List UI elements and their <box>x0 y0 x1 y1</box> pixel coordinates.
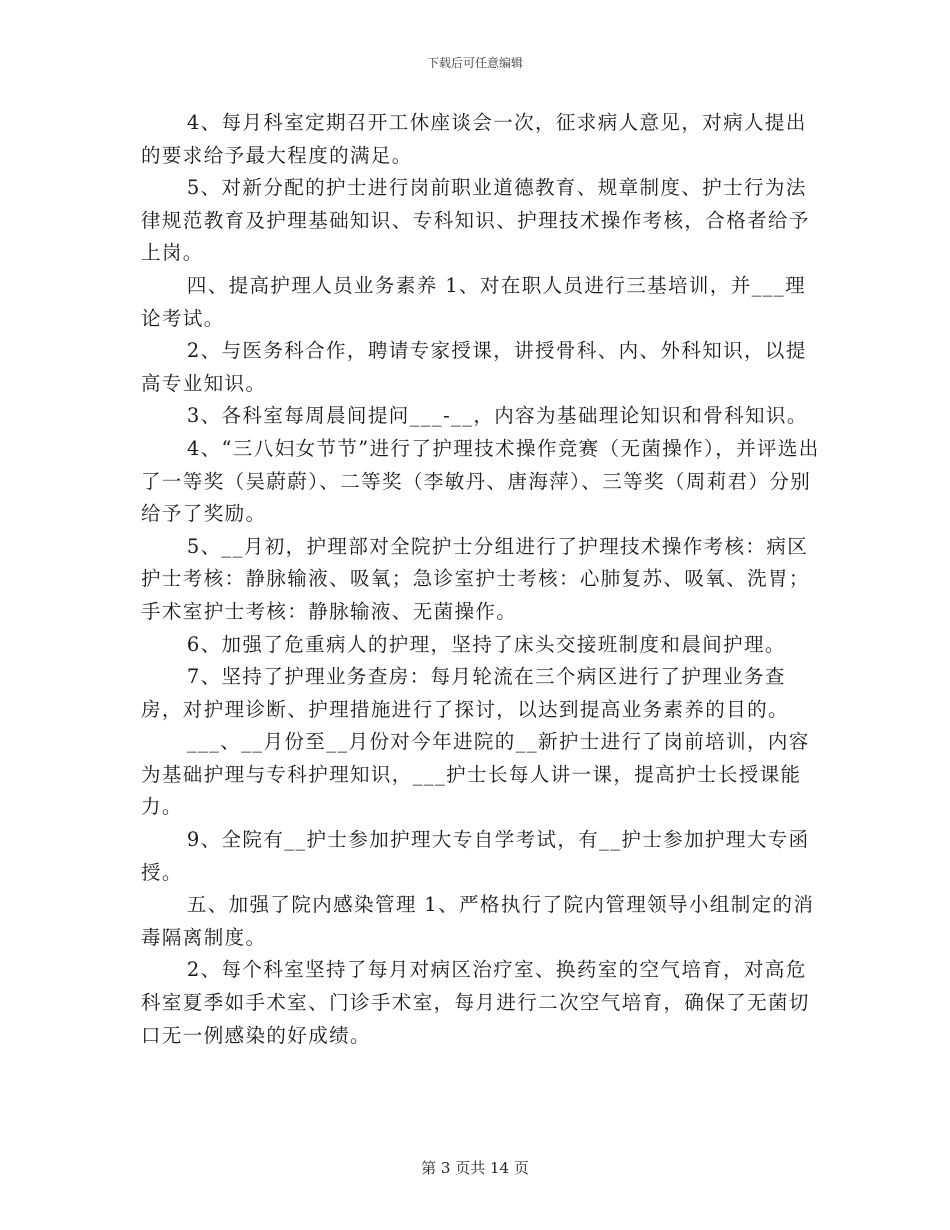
paragraph: 5、__月初，护理部对全院护士分组进行了护理技术操作考核：病区护士考核：静脉输液、吸氧；急诊室护士考核：心肺复苏、吸氧、洗胃；手术室护士考核：静脉输液、无菌操作。 <box>141 534 810 623</box>
paragraph: 9、全院有__护士参加护理大专自学考试，有__护士参加护理大专函授。 <box>141 828 810 884</box>
paragraph: ___、__月份至__月份对今年进院的__新护士进行了岗前培训，内容为基础护理与专科护理知识，___护士长每人讲一课，提高护士长授课能力。 <box>141 730 810 819</box>
paragraph: 四、提高护理人员业务素养 1、对在职人员进行三基培训，并___理论考试。 <box>141 273 806 330</box>
paragraph: 2、与医务科合作，聘请专家授课，讲授骨科、内、外科知识，以提高专业知识。 <box>141 339 807 395</box>
paragraph: 3、各科室每周晨间提问___-__，内容为基础理论知识和骨科知识。 <box>186 404 808 428</box>
paragraph: 5、对新分配的护士进行岗前职业道德教育、规章制度、护士行为法律规范教育及护理基础知识、专科知识、护理技术操作考核，合格者给予上岗。 <box>141 176 810 265</box>
paragraph: 4、“三八妇女节节”进行了护理技术操作竞赛（无菌操作），并评选出了一等奖（吴蔚蔚）、二等奖（李敏丹、唐海萍）、三等奖（周莉君）分别给予了奖励。 <box>141 436 820 526</box>
paragraph: 2、每个科室坚持了每月对病区治疗室、换药室的空气培育，对高危科室夏季如手术室、门诊手术室，每月进行二次空气培育，确保了无菌切口无一例感染的好成绩。 <box>141 958 810 1047</box>
page-footer: 第 3 页共 14 页 <box>421 1159 529 1177</box>
paragraph: 五、加强了院内感染管理 1、严格执行了院内管理领导小组制定的消毒隔离制度。 <box>141 893 815 949</box>
page-header: 下载后可任意编辑 <box>426 56 523 70</box>
paragraph: 6、加强了危重病人的护理，坚持了床头交接班制度和晨间护理。 <box>186 632 786 656</box>
paragraph: 7、坚持了护理业务查房：每月轮流在三个病区进行了护理业务查房，对护理诊断、护理措施进行了探讨，以达到提高业务素养的目的。 <box>141 665 789 721</box>
paragraph: 4、每月科室定期召开工休座谈会一次，征求病人意见，对病人提出的要求给予最大程度的满足。 <box>141 111 807 167</box>
document-body <box>141 107 821 1052</box>
